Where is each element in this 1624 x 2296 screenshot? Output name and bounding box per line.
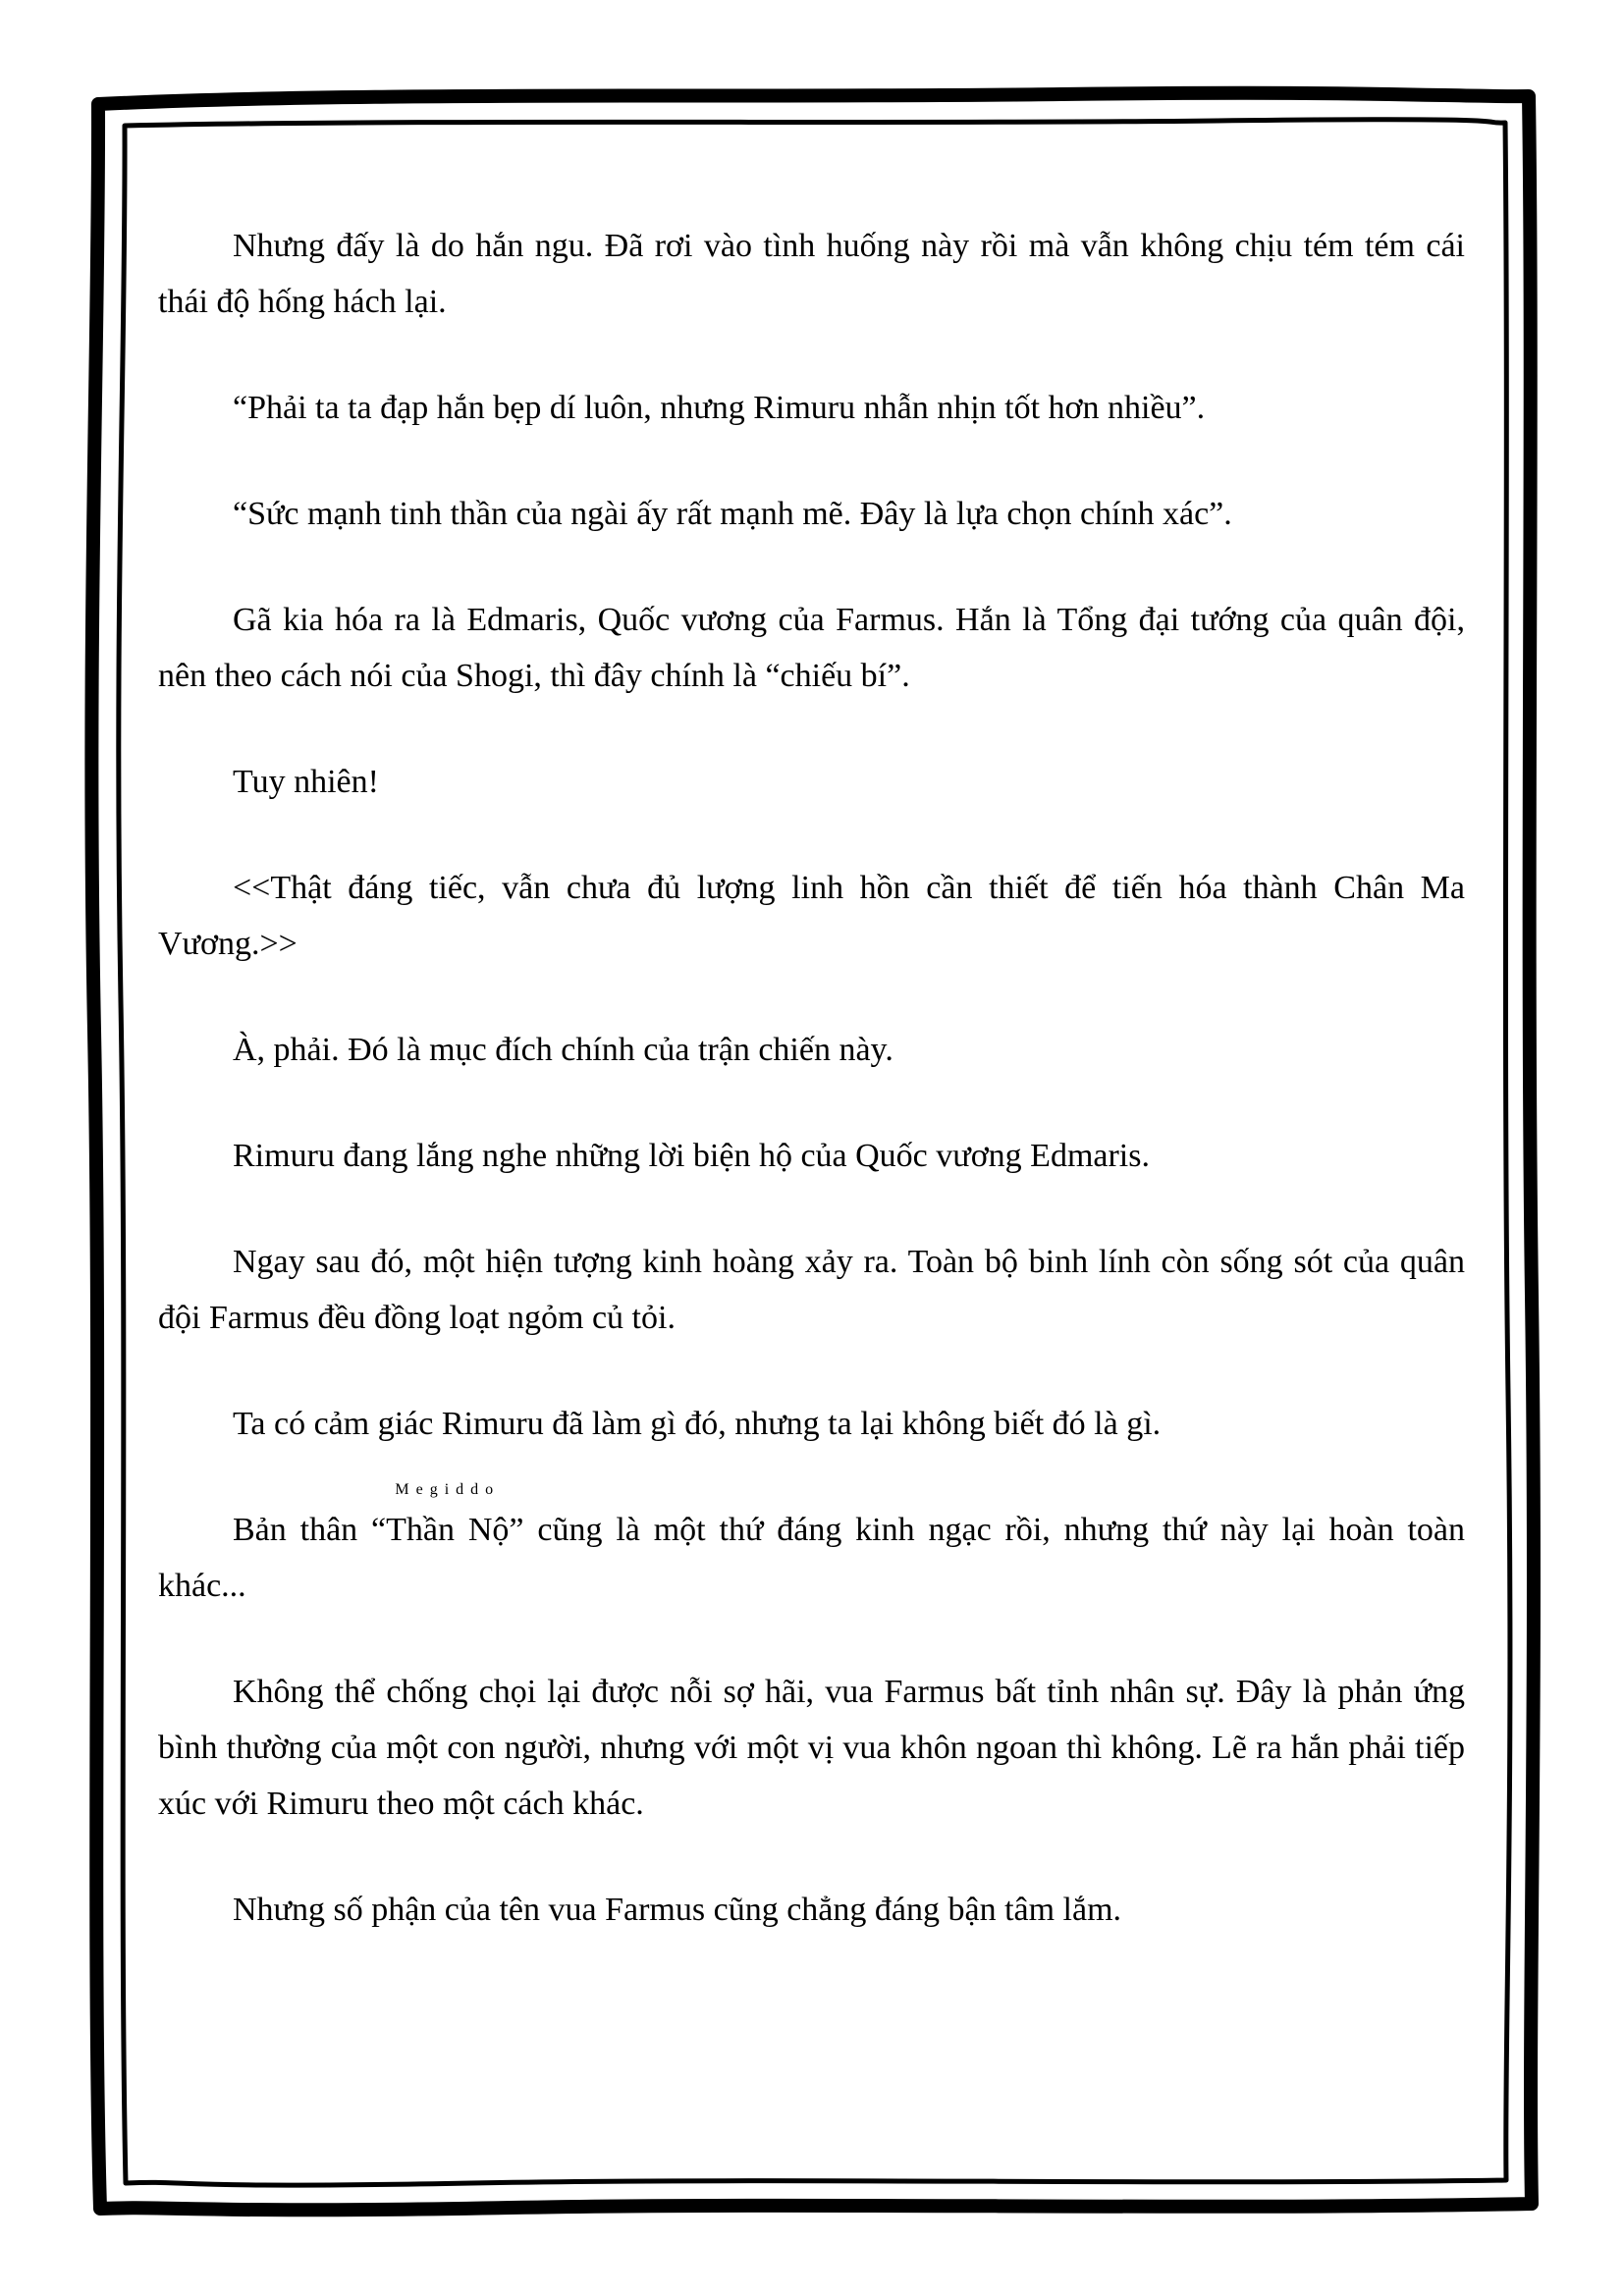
paragraph: Nhưng số phận của tên vua Farmus cũng chẳng đáng bận tâm lắm. — [233, 1892, 1122, 1928]
paragraph: “Sức mạnh tinh thần của ngài ấy rất mạnh mẽ. Đây là lựa chọn chính xác”. — [233, 496, 1232, 532]
paragraph: Ngay sau đó, một hiện tượng kinh hoàng xảy ra. Toàn bộ binh lính còn sống sót của quân đội Farmus đều đồng loạt ngỏm củ tỏi. — [158, 1244, 1465, 1336]
paragraph-prefix: Bản thân — [233, 1512, 372, 1548]
ruby-annotation: Megiddo — [395, 1481, 501, 1498]
page-text-block — [158, 218, 1465, 1988]
paragraph: À, phải. Đó là mục đích chính của trận chiến này. — [233, 1032, 893, 1068]
paragraph: Tuy nhiên! — [233, 764, 379, 800]
paragraph-suffix: cũng là một thứ đáng kinh ngạc rồi, nhưng thứ này lại hoàn toàn khác... — [158, 1512, 1465, 1604]
paragraph: Không thể chống chọi lại được nỗi sợ hãi, vua Farmus bất tỉnh nhân sự. Đây là phản ứng bình thường của một con người, nhưng với một vị vua khôn ngoan thì không. Lẽ ra hắn phải tiếp xúc với Rimuru theo một cách khác. — [158, 1674, 1465, 1822]
paragraph: <<Thật đáng tiếc, vẫn chưa đủ lượng linh hồn cần thiết để tiến hóa thành Chân Ma Vương.>> — [158, 870, 1465, 962]
paragraph: Rimuru đang lắng nghe những lời biện hộ của Quốc vương Edmaris. — [233, 1138, 1150, 1174]
ruby-base-text: “Thần Nộ” — [371, 1512, 524, 1548]
paragraph: Gã kia hóa ra là Edmaris, Quốc vương của Farmus. Hắn là Tổng đại tướng của quân đội, nên theo cách nói của Shogi, thì đây chính là “chiếu bí”. — [158, 602, 1465, 694]
paragraph: “Phải ta ta đạp hắn bẹp dí luôn, nhưng Rimuru nhẫn nhịn tốt hơn nhiều”. — [233, 390, 1206, 426]
paragraph-with-ruby — [158, 1481, 1465, 1614]
paragraph: Ta có cảm giác Rimuru đã làm gì đó, nhưng ta lại không biết đó là gì. — [233, 1406, 1162, 1442]
paragraph: Nhưng đấy là do hắn ngu. Đã rơi vào tình huống này rồi mà vẫn không chịu tém tém cái thái độ hống hách lại. — [158, 228, 1465, 320]
ruby-base — [371, 1481, 524, 1548]
